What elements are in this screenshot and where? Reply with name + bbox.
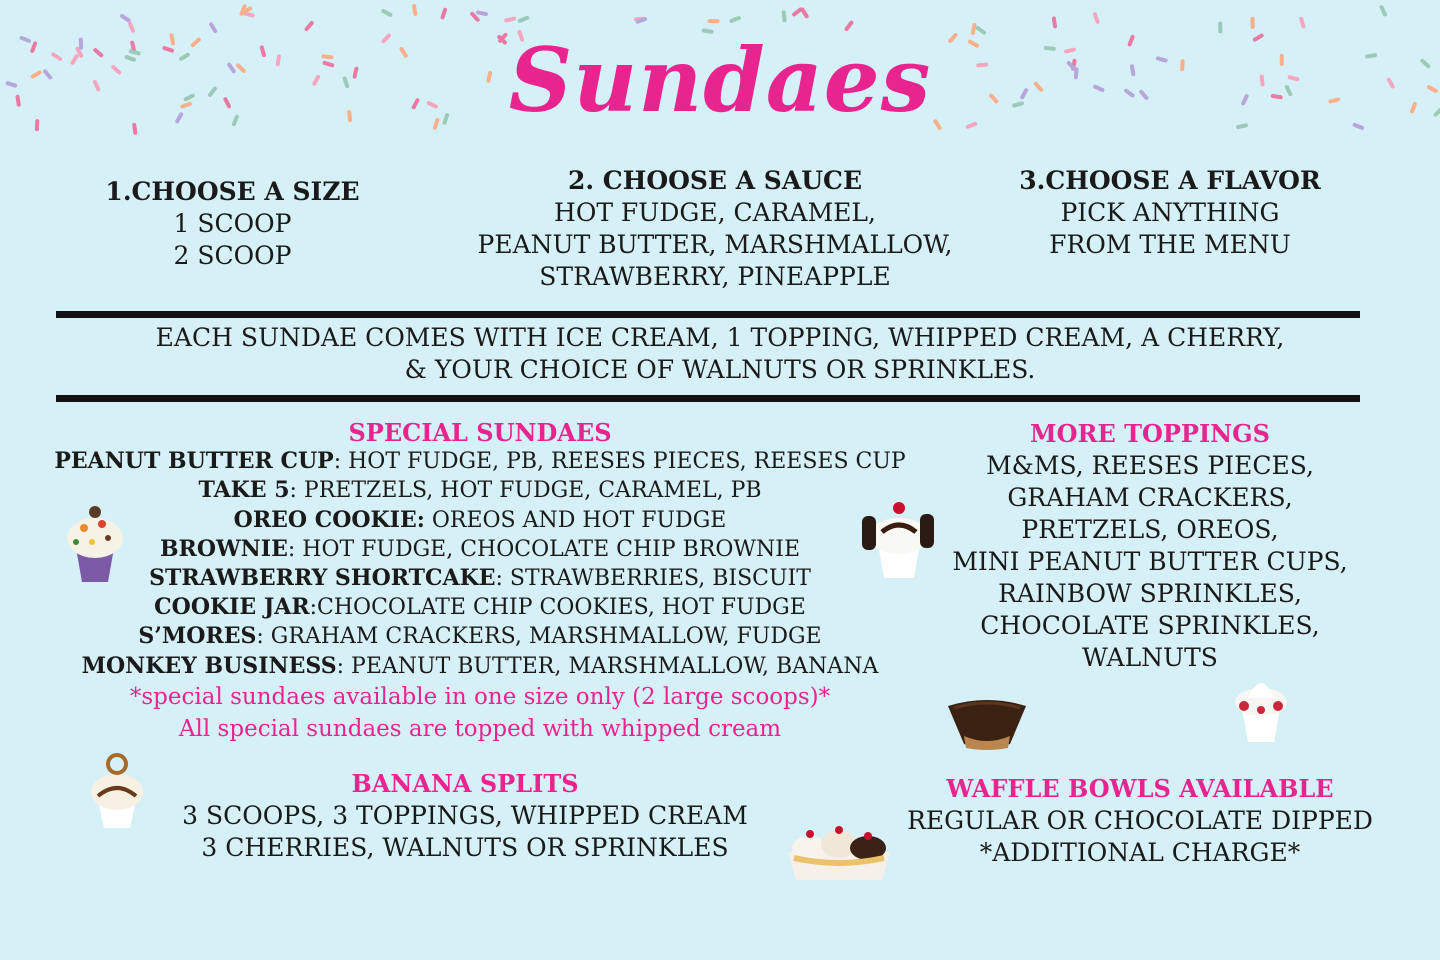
special-item-desc: :CHOCOLATE CHIP COOKIES, HOT FUDGE: [309, 595, 806, 621]
topping-line: PRETZELS, OREOS,: [1021, 515, 1279, 544]
special-item-desc: : STRAWBERRIES, BISCUIT: [495, 566, 811, 592]
topping-line: WALNUTS: [1082, 643, 1218, 672]
special-item: [40, 535, 920, 564]
more-toppings-section: [940, 418, 1360, 674]
special-item-name: PEANUT BUTTER CUP: [54, 448, 334, 475]
topping-line: RAINBOW SPRINKLES,: [998, 579, 1302, 608]
special-item-name: COOKIE JAR: [154, 594, 310, 621]
step-size-heading: 1.CHOOSE A SIZE: [105, 177, 360, 206]
special-item-name: MONKEY BUSINESS: [81, 652, 337, 679]
waffle-bowls-section: [880, 773, 1400, 869]
special-item-name: TAKE 5: [198, 477, 290, 504]
banana-splits-section: [150, 768, 780, 864]
banana-split-line: 3 SCOOPS, 3 TOPPINGS, WHIPPED CREAM: [182, 801, 748, 830]
sundae-photo: [84, 750, 150, 830]
step-size-line: 1 SCOOP: [173, 209, 292, 238]
special-item: [40, 447, 920, 476]
special-sundaes-section: [40, 418, 920, 745]
divider-top: [56, 311, 1360, 318]
topping-line: CHOCOLATE SPRINKLES,: [980, 611, 1320, 640]
waffle-bowl-photo: [944, 688, 1030, 752]
special-item: [40, 506, 920, 535]
includes-note: [0, 322, 1440, 386]
page-title: Sundaes: [508, 28, 932, 132]
step-choose-size: [100, 176, 365, 272]
step-flavor-line: PICK ANYTHING: [1060, 198, 1280, 227]
divider-bottom: [56, 395, 1360, 402]
step-sauce-line: PEANUT BUTTER, MARSHMALLOW,: [477, 230, 953, 259]
special-item-desc: : PEANUT BUTTER, MARSHMALLOW, BANANA: [336, 653, 879, 679]
special-item: [40, 476, 920, 505]
waffle-line: REGULAR OR CHOCOLATE DIPPED: [907, 806, 1373, 835]
waffle-bowls-heading: WAFFLE BOWLS AVAILABLE: [946, 774, 1334, 803]
special-item: [40, 652, 920, 681]
special-whipped-note: All special sundaes are topped with whipped cream: [178, 715, 782, 742]
special-size-note: *special sundaes available in one size only (2 large scoops)*: [129, 683, 831, 710]
sundae-photo: [856, 496, 942, 580]
step-choose-sauce: [440, 165, 990, 293]
special-item: [40, 564, 920, 593]
topping-line: M&MS, REESES PIECES,: [986, 451, 1314, 480]
includes-note-line: EACH SUNDAE COMES WITH ICE CREAM, 1 TOPPING, WHIPPED CREAM, A CHERRY,: [155, 323, 1285, 352]
sundae-photo: [62, 498, 128, 584]
step-sauce-heading: 2. CHOOSE A SAUCE: [568, 166, 862, 195]
special-item-desc: : GRAHAM CRACKERS, MARSHMALLOW, FUDGE: [256, 624, 822, 650]
banana-split-line: 3 CHERRIES, WALNUTS OR SPRINKLES: [201, 833, 729, 862]
includes-note-line: & YOUR CHOICE OF WALNUTS OR SPRINKLES.: [404, 355, 1036, 384]
special-sundaes-heading: SPECIAL SUNDAES: [348, 418, 612, 447]
topping-line: GRAHAM CRACKERS,: [1007, 483, 1293, 512]
special-item-desc: : HOT FUDGE, CHOCOLATE CHIP BROWNIE: [287, 536, 801, 562]
waffle-line: *ADDITIONAL CHARGE*: [979, 838, 1301, 867]
topping-line: MINI PEANUT BUTTER CUPS,: [952, 547, 1348, 576]
special-item: [40, 593, 920, 622]
special-item-name: S’MORES: [138, 623, 257, 650]
special-item-desc: : PRETZELS, HOT FUDGE, CARAMEL, PB: [289, 478, 762, 504]
step-choose-flavor: [1010, 165, 1330, 261]
special-item-name: BROWNIE: [159, 535, 288, 562]
step-sauce-line: STRAWBERRY, PINEAPPLE: [539, 262, 891, 291]
special-item: [40, 622, 920, 651]
step-flavor-heading: 3.CHOOSE A FLAVOR: [1019, 166, 1321, 195]
special-item-name: OREO COOKIE:: [233, 506, 425, 533]
step-sauce-line: HOT FUDGE, CARAMEL,: [554, 198, 876, 227]
banana-splits-heading: BANANA SPLITS: [351, 769, 579, 798]
more-toppings-heading: MORE TOPPINGS: [1030, 419, 1270, 448]
step-flavor-line: FROM THE MENU: [1049, 230, 1291, 259]
step-size-line: 2 SCOOP: [173, 241, 292, 270]
sundae-photo: [1228, 662, 1294, 744]
special-item-desc: OREOS AND HOT FUDGE: [424, 507, 727, 533]
special-item-desc: : HOT FUDGE, PB, REESES PIECES, REESES CUP: [333, 449, 906, 475]
special-item-name: STRAWBERRY SHORTCAKE: [149, 565, 496, 592]
banana-split-photo: [782, 818, 896, 884]
